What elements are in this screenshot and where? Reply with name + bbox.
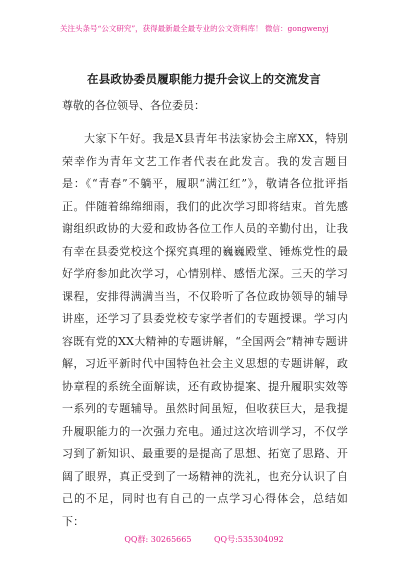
contact-footer	[0, 535, 408, 545]
document-body	[62, 128, 348, 533]
body-paragraph: 大家下午好。我是X县青年书法家协会主席XX，特别荣幸作为青年文艺工作者代表在此发言。我的发言题目是：《“青春”不躺平，履职“满江红”》，敬请各位批评指正。伴随着绵绵细雨，我们的此次学习即将结束。首先感谢组织政协的大爱和政协各位工作人员的辛勤付出，让我有幸在县委党校这个探究真理的巍巍殿堂、锤炼党性的最好学府参加此次学习，心情别样、感悟尤深。三天的学习课程，安排得满满当当，不仅聆听了各位政协领导的辅导讲座，还学习了县委党校专家学者们的专题授课。学习内容既有党的XX大精神的专题讲解，“全国两会”精神专题讲解，习近平新时代中国特色社会主义思想的专题讲解，政协章程的系统全面解读，还有政协提案、提升履职实效等一系列的专题辅导。虽然时间虽短，但收获巨大，是我提升履职能力的一次强力充电。通过这次培训学习，不仅学习到了新知识、最重要的是提高了思想、拓宽了思路、开阔了眼界，真正受到了一场精神的洗礼，也充分认识了自己的不足，同时也有自己的一点学习心得体会，总结如下：	[62, 132, 348, 528]
qq-number-text: QQ号:535304092	[214, 535, 284, 544]
qq-group-text: QQ群: 30265665	[124, 535, 192, 544]
promo-header: 关注头条号“公文研究”，获得最新最全最专业的公文资料库！ 微信：gongwenyj	[60, 24, 329, 33]
document-title: 在县政协委员履职能力提升会议上的交流发言	[87, 72, 321, 86]
salutation: 尊敬的各位领导、各位委员：	[62, 99, 205, 112]
